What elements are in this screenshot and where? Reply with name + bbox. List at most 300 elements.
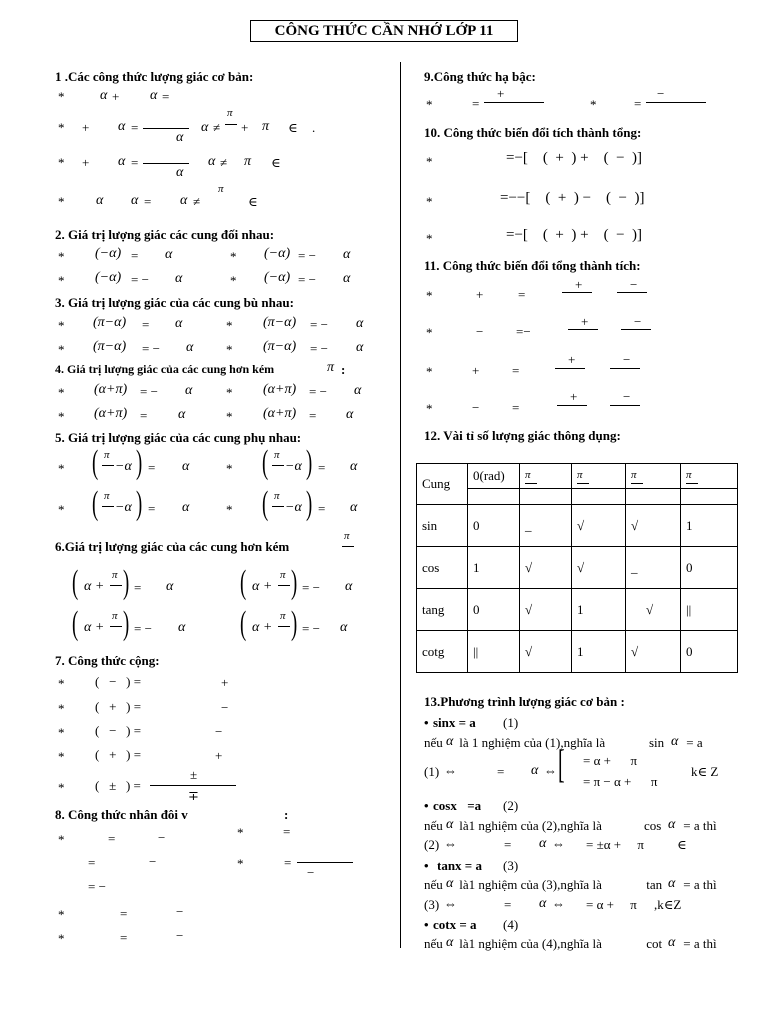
plus-sign: + bbox=[221, 675, 229, 690]
equals-sign: = bbox=[318, 460, 326, 475]
alpha-symbol: α bbox=[100, 88, 108, 103]
bullet: * bbox=[58, 725, 65, 740]
table-cell bbox=[626, 489, 681, 505]
sqrt-symbol: √ bbox=[631, 643, 639, 659]
formula-term: = − bbox=[134, 621, 152, 636]
alpha-symbol: α bbox=[201, 120, 209, 135]
equation-number: (3) bbox=[503, 858, 519, 873]
table-header-cung: Cung bbox=[417, 464, 468, 505]
row-label: sin bbox=[417, 505, 468, 547]
alpha-symbol: α bbox=[178, 407, 186, 422]
bullet: * bbox=[426, 231, 433, 246]
formula-term: ( + ) = bbox=[95, 699, 142, 714]
solution-branch: = π − α + π bbox=[583, 774, 658, 789]
formula-term: (π−α) bbox=[263, 339, 297, 354]
explanation-text: cot bbox=[643, 936, 663, 951]
solution-branch: = ±α + π bbox=[586, 837, 644, 852]
formula-term: ( ± ) = bbox=[95, 778, 141, 793]
sqrt-symbol: √ bbox=[646, 601, 654, 617]
bullet: * bbox=[58, 342, 65, 357]
left-paren: ( bbox=[72, 564, 79, 601]
not-equal-sign: ≠ bbox=[193, 194, 201, 209]
element-of-sign: ∈ bbox=[288, 120, 298, 135]
bullet: * bbox=[426, 288, 433, 303]
fraction-bar bbox=[610, 368, 640, 369]
bullet: * bbox=[58, 676, 65, 691]
bullet: * bbox=[226, 502, 233, 517]
bullet: * bbox=[237, 856, 244, 871]
right-paren: ) bbox=[136, 485, 143, 522]
right-paren: ) bbox=[136, 444, 143, 481]
minus-sign: − bbox=[176, 928, 184, 943]
left-paren: ( bbox=[72, 605, 79, 642]
solution-branch: = α + π bbox=[586, 897, 637, 912]
alpha-symbol: α bbox=[180, 193, 188, 208]
minus-sign: − bbox=[657, 86, 665, 101]
equals-sign: = bbox=[131, 155, 139, 170]
section-3-heading: 3. Giá trị lượng giác của các cung bù nhau: bbox=[55, 295, 294, 310]
alpha-symbol: α bbox=[208, 154, 216, 169]
alpha-symbol: α bbox=[354, 383, 362, 398]
fraction-bar bbox=[225, 124, 237, 125]
formula-term: = − bbox=[298, 272, 316, 287]
formula-term: =−[ ( + ) + ( − )] bbox=[506, 150, 643, 166]
pi-symbol: π bbox=[686, 469, 692, 481]
explanation-text: nếu bbox=[424, 818, 443, 833]
table-row-cotg bbox=[417, 631, 738, 673]
equation-number: (1) bbox=[503, 715, 519, 730]
formula-term: (1) bbox=[424, 764, 440, 779]
formula-term: −α bbox=[115, 459, 132, 474]
fraction-bar bbox=[610, 405, 640, 406]
explanation-text: nếu bbox=[424, 735, 443, 750]
alpha-symbol: α bbox=[118, 154, 126, 169]
integer-condition: ,k∈Z bbox=[654, 897, 682, 912]
left-paren: ( bbox=[262, 444, 269, 481]
fraction-bar: _ bbox=[525, 517, 532, 533]
minus-plus-sign: ∓ bbox=[188, 788, 199, 803]
bullet: * bbox=[58, 385, 65, 400]
iff-symbol: ⇔ bbox=[544, 763, 557, 778]
bullet: * bbox=[58, 273, 65, 288]
integer-condition: k∈ Z bbox=[691, 764, 719, 779]
pi-symbol: π bbox=[631, 469, 637, 481]
minus-sign: − bbox=[307, 865, 315, 880]
table-cell bbox=[520, 547, 572, 589]
pi-symbol: π bbox=[577, 469, 583, 481]
solution-branch: = α + π bbox=[583, 753, 638, 768]
right-paren: ) bbox=[291, 564, 298, 601]
alpha-symbol: α bbox=[182, 459, 190, 474]
table-header-pi bbox=[681, 464, 738, 489]
explanation-text: nếu bbox=[424, 936, 443, 951]
iff-symbol: ⇔ bbox=[444, 836, 457, 851]
equals-sign: = bbox=[162, 89, 170, 104]
formula-term: α + bbox=[252, 620, 273, 635]
explanation-text: là1 nghiệm của (4),nghĩa là bbox=[456, 936, 602, 951]
equals-sign: = bbox=[134, 580, 142, 595]
table-cell bbox=[626, 631, 681, 673]
bullet: * bbox=[58, 194, 65, 209]
table-cell: 1 bbox=[572, 589, 626, 631]
sqrt-symbol: √ bbox=[525, 643, 533, 659]
formula-term: −α bbox=[115, 500, 132, 515]
alpha-symbol: α bbox=[182, 500, 190, 515]
sqrt-symbol: √ bbox=[525, 601, 533, 617]
formula-term: = − bbox=[142, 341, 160, 356]
iff-symbol: ⇔ bbox=[444, 763, 457, 778]
formula-term: = − bbox=[131, 272, 149, 287]
right-paren: ) bbox=[123, 605, 130, 642]
section-13-heading: 13.Phương trình lượng giác cơ bản : bbox=[424, 694, 625, 709]
fraction-bar: _ bbox=[631, 559, 638, 575]
alpha-symbol: α bbox=[446, 935, 454, 950]
element-of-sign: ∈ bbox=[248, 194, 258, 209]
plus-sign: + bbox=[241, 120, 249, 135]
plus-sign: + bbox=[575, 277, 583, 292]
table-cell bbox=[626, 547, 681, 589]
equals-sign: = bbox=[504, 897, 512, 912]
explanation-text: = a bbox=[683, 735, 703, 750]
fraction-bar bbox=[686, 483, 698, 484]
bullet: * bbox=[58, 832, 65, 847]
table-cell: 1 bbox=[572, 631, 626, 673]
sqrt-symbol: √ bbox=[525, 559, 533, 575]
not-equal-sign: ≠ bbox=[220, 155, 228, 170]
table-header-pi bbox=[520, 464, 572, 489]
alpha-symbol: α bbox=[345, 579, 353, 594]
table-cell bbox=[626, 589, 681, 631]
alpha-symbol: α bbox=[96, 193, 104, 208]
formula-term: ( + ) = bbox=[95, 747, 142, 762]
equation-label: =a bbox=[464, 798, 482, 813]
section-5-heading: 5. Giá trị lượng giác của các cung phụ nhau: bbox=[55, 430, 302, 445]
element-of-sign: ∈ bbox=[677, 837, 687, 852]
formula-term: ( − ) = bbox=[95, 674, 142, 689]
equals-sign: = bbox=[108, 831, 116, 846]
minus-sign: − bbox=[476, 324, 484, 339]
equals-sign: = bbox=[472, 96, 480, 111]
bullet: * bbox=[226, 385, 233, 400]
fraction-bar bbox=[278, 585, 290, 586]
bullet: * bbox=[226, 318, 233, 333]
plus-sign: + bbox=[215, 748, 223, 763]
equals-sign: = bbox=[512, 400, 520, 415]
alpha-symbol: α bbox=[118, 119, 126, 134]
explanation-text: tan bbox=[643, 877, 663, 892]
equation-label: cosx bbox=[433, 798, 457, 813]
plus-sign: + bbox=[581, 314, 589, 329]
bullet: * bbox=[426, 154, 433, 169]
right-paren: ) bbox=[306, 444, 313, 481]
alpha-symbol: α bbox=[668, 935, 676, 950]
minus-sign: − bbox=[630, 277, 638, 292]
plus-sign: + bbox=[568, 352, 576, 367]
fraction-bar bbox=[272, 465, 284, 466]
formula-term: = − bbox=[309, 384, 327, 399]
plus-sign: + bbox=[82, 155, 90, 170]
alpha-symbol: α bbox=[356, 340, 364, 355]
bullet: * bbox=[58, 701, 65, 716]
row-label: tang bbox=[417, 589, 468, 631]
section-11-heading: 11. Công thức biến đổi tổng thành tích: bbox=[424, 258, 641, 273]
alpha-symbol: α bbox=[186, 340, 194, 355]
equals-sign: = bbox=[518, 287, 526, 302]
table-header-0rad: 0(rad) bbox=[468, 464, 520, 489]
formula-term: (−α) bbox=[264, 270, 291, 285]
plus-minus-sign: ± bbox=[190, 767, 198, 782]
formula-term: = − bbox=[88, 879, 106, 894]
alpha-symbol: α bbox=[671, 734, 679, 749]
pi-symbol: π bbox=[274, 490, 280, 502]
bullet: * bbox=[58, 780, 65, 795]
fraction-bar bbox=[272, 506, 284, 507]
bullet-dot: • bbox=[424, 715, 429, 730]
bullet: * bbox=[58, 318, 65, 333]
fraction-bar bbox=[621, 329, 651, 330]
left-paren: ( bbox=[262, 485, 269, 522]
bullet: * bbox=[230, 249, 237, 264]
section-9-heading: 9.Công thức hạ bậc: bbox=[424, 69, 536, 84]
table-cell: 1 bbox=[681, 505, 738, 547]
bullet-dot: • bbox=[424, 858, 429, 873]
bullet: * bbox=[426, 194, 433, 209]
table-cell bbox=[520, 631, 572, 673]
equation-label: sinx = a bbox=[433, 715, 476, 730]
table-cell: 0 bbox=[681, 631, 738, 673]
alpha-symbol: α bbox=[150, 88, 158, 103]
fraction-bar bbox=[150, 785, 236, 786]
explanation-text: = a thì bbox=[680, 936, 717, 951]
formula-term: = − bbox=[140, 384, 158, 399]
bullet: * bbox=[58, 249, 65, 264]
pi-symbol: π bbox=[274, 449, 280, 461]
alpha-symbol: α bbox=[340, 620, 348, 635]
equation-number: (2) bbox=[503, 798, 519, 813]
pi-symbol: π bbox=[104, 490, 110, 502]
sqrt-symbol: √ bbox=[577, 517, 585, 533]
minus-sign: − bbox=[623, 352, 631, 367]
fraction-bar bbox=[555, 368, 585, 369]
bullet-dot: • bbox=[424, 798, 429, 813]
sqrt-symbol: √ bbox=[577, 559, 585, 575]
right-paren: ) bbox=[306, 485, 313, 522]
table-header-row bbox=[417, 464, 738, 489]
plus-sign: + bbox=[112, 89, 120, 104]
alpha-symbol: α bbox=[356, 316, 364, 331]
fraction-bar bbox=[646, 102, 706, 103]
bullet: * bbox=[426, 97, 433, 112]
formula-term: =− bbox=[516, 324, 531, 339]
fraction-bar bbox=[297, 862, 353, 863]
pi-symbol: π bbox=[344, 530, 350, 542]
formula-term: =−[ ( + ) + ( − )] bbox=[506, 227, 643, 243]
minus-sign: − bbox=[221, 700, 229, 715]
alpha-symbol: α bbox=[178, 620, 186, 635]
fraction-bar bbox=[557, 405, 587, 406]
explanation-text: là1 nghiệm của (3),nghĩa là bbox=[456, 877, 602, 892]
table-cell bbox=[572, 505, 626, 547]
table-header-pi bbox=[572, 464, 626, 489]
table-header-pi bbox=[626, 464, 681, 489]
bullet: * bbox=[426, 401, 433, 416]
pi-symbol: π bbox=[525, 469, 531, 481]
formula-term: = − bbox=[302, 580, 320, 595]
alpha-symbol: α bbox=[346, 407, 354, 422]
equals-sign: = bbox=[634, 96, 642, 111]
minus-sign: − bbox=[215, 724, 223, 739]
bullet: * bbox=[58, 749, 65, 764]
left-paren: ( bbox=[240, 564, 247, 601]
formula-term: (α+π) bbox=[263, 382, 297, 397]
fraction-bar bbox=[568, 329, 598, 330]
fraction-bar bbox=[562, 292, 592, 293]
equals-sign: = bbox=[144, 194, 152, 209]
trig-values-table bbox=[416, 463, 738, 673]
table-cell: 1 bbox=[468, 547, 520, 589]
iff-symbol: ⇔ bbox=[552, 896, 565, 911]
pi-symbol: π bbox=[104, 449, 110, 461]
alpha-symbol: α bbox=[446, 817, 454, 832]
page-title: CÔNG THỨC CẦN NHỚ LỚP 11 bbox=[250, 20, 518, 42]
bullet: * bbox=[426, 364, 433, 379]
equals-sign: = bbox=[512, 363, 520, 378]
left-paren: ( bbox=[240, 605, 247, 642]
formula-term: −α bbox=[285, 500, 302, 515]
period: . bbox=[312, 120, 316, 135]
formula-term: = − bbox=[310, 317, 328, 332]
alpha-symbol: α bbox=[668, 817, 676, 832]
plus-sign: + bbox=[476, 287, 484, 302]
bullet: * bbox=[58, 120, 65, 135]
bullet-dot: • bbox=[424, 917, 429, 932]
table-cell bbox=[681, 489, 738, 505]
bullet: * bbox=[58, 155, 65, 170]
formula-term: (α+π) bbox=[94, 382, 128, 397]
system-bracket: [ bbox=[558, 741, 565, 786]
alpha-symbol: α bbox=[165, 247, 173, 262]
table-cell: 0 bbox=[468, 505, 520, 547]
minus-sign: − bbox=[176, 904, 184, 919]
fraction-bar bbox=[484, 102, 544, 103]
formula-term: = − bbox=[310, 341, 328, 356]
formula-term: (π−α) bbox=[263, 315, 297, 330]
section-6-heading: 6.Giá trị lượng giác của các cung hơn kém bbox=[55, 539, 290, 554]
table-cell bbox=[572, 547, 626, 589]
plus-sign: + bbox=[472, 363, 480, 378]
fraction-bar bbox=[110, 585, 122, 586]
explanation-text: nếu bbox=[424, 877, 443, 892]
fraction-bar bbox=[102, 506, 114, 507]
pi-symbol: π bbox=[244, 154, 252, 169]
formula-term: = − bbox=[298, 248, 316, 263]
equation-number: (3) bbox=[424, 897, 440, 912]
equation-number: (4) bbox=[503, 917, 519, 932]
equation-number: (2) bbox=[424, 837, 440, 852]
alpha-symbol: α bbox=[539, 836, 547, 851]
alpha-symbol: α bbox=[176, 165, 184, 180]
fraction-bar bbox=[617, 292, 647, 293]
alpha-symbol: α bbox=[539, 896, 547, 911]
alpha-symbol: α bbox=[531, 763, 539, 778]
minus-sign: − bbox=[472, 400, 480, 415]
alpha-symbol: α bbox=[343, 247, 351, 262]
formula-term: α + bbox=[84, 620, 105, 635]
formula-term: =−−[ ( + ) − ( − )] bbox=[500, 190, 645, 206]
equals-sign: = bbox=[497, 764, 505, 779]
section-1-heading: 1 .Các công thức lượng giác cơ bản: bbox=[55, 69, 254, 84]
bullet: * bbox=[226, 409, 233, 424]
sqrt-symbol: √ bbox=[631, 517, 639, 533]
pi-symbol: π bbox=[280, 610, 286, 622]
pi-symbol: π bbox=[262, 119, 270, 134]
table-cell bbox=[468, 489, 520, 505]
row-label: cos bbox=[417, 547, 468, 589]
formula-term: −α bbox=[285, 459, 302, 474]
plus-sign: + bbox=[82, 120, 90, 135]
fraction-bar bbox=[577, 483, 589, 484]
equals-sign: = bbox=[284, 855, 292, 870]
equals-sign: = bbox=[504, 837, 512, 852]
formula-term: α + bbox=[252, 579, 273, 594]
explanation-text: sin bbox=[649, 735, 665, 750]
equals-sign: = bbox=[309, 408, 317, 423]
explanation-text: là 1 nghiệm của (1),nghĩa là bbox=[456, 735, 606, 750]
table-row-sin bbox=[417, 505, 738, 547]
pi-symbol: π bbox=[112, 610, 118, 622]
bullet: * bbox=[58, 89, 65, 104]
alpha-symbol: α bbox=[176, 130, 184, 145]
table-cell: 0 bbox=[681, 547, 738, 589]
formula-term: (−α) bbox=[95, 270, 122, 285]
bullet: * bbox=[226, 461, 233, 476]
alpha-symbol: α bbox=[175, 316, 183, 331]
colon: : bbox=[284, 807, 289, 822]
formula-term: ( − ) = bbox=[95, 723, 142, 738]
section-10-heading: 10. Công thức biến đổi tích thành tổng: bbox=[424, 125, 642, 140]
minus-sign: − bbox=[158, 830, 166, 845]
equation-label: cotx = a bbox=[433, 917, 477, 932]
bullet: * bbox=[58, 502, 65, 517]
pi-symbol: π bbox=[227, 107, 233, 119]
bullet: * bbox=[426, 325, 433, 340]
equals-sign: = bbox=[120, 930, 128, 945]
equals-sign: = bbox=[283, 824, 291, 839]
alpha-symbol: α bbox=[166, 579, 174, 594]
formula-term: (π−α) bbox=[93, 315, 127, 330]
equals-sign: = bbox=[148, 460, 156, 475]
fraction-bar bbox=[278, 626, 290, 627]
table-cell bbox=[520, 505, 572, 547]
equals-sign: = bbox=[120, 906, 128, 921]
pi-symbol: π bbox=[327, 360, 335, 375]
fraction-bar bbox=[102, 465, 114, 466]
alpha-symbol: α bbox=[350, 500, 358, 515]
fraction-bar bbox=[525, 483, 537, 484]
right-paren: ) bbox=[123, 564, 130, 601]
alpha-symbol: α bbox=[185, 383, 193, 398]
explanation-text: = a thì bbox=[680, 877, 717, 892]
formula-term: (−α) bbox=[264, 246, 291, 261]
alpha-symbol: α bbox=[343, 271, 351, 286]
section-8-heading: 8. Công thức nhân đôi v bbox=[55, 807, 188, 822]
formula-term: (α+π) bbox=[94, 406, 128, 421]
bullet: * bbox=[58, 461, 65, 476]
fraction-bar bbox=[342, 546, 354, 547]
pi-symbol: π bbox=[112, 569, 118, 581]
pi-symbol: π bbox=[218, 183, 224, 195]
fraction-bar bbox=[143, 128, 189, 129]
